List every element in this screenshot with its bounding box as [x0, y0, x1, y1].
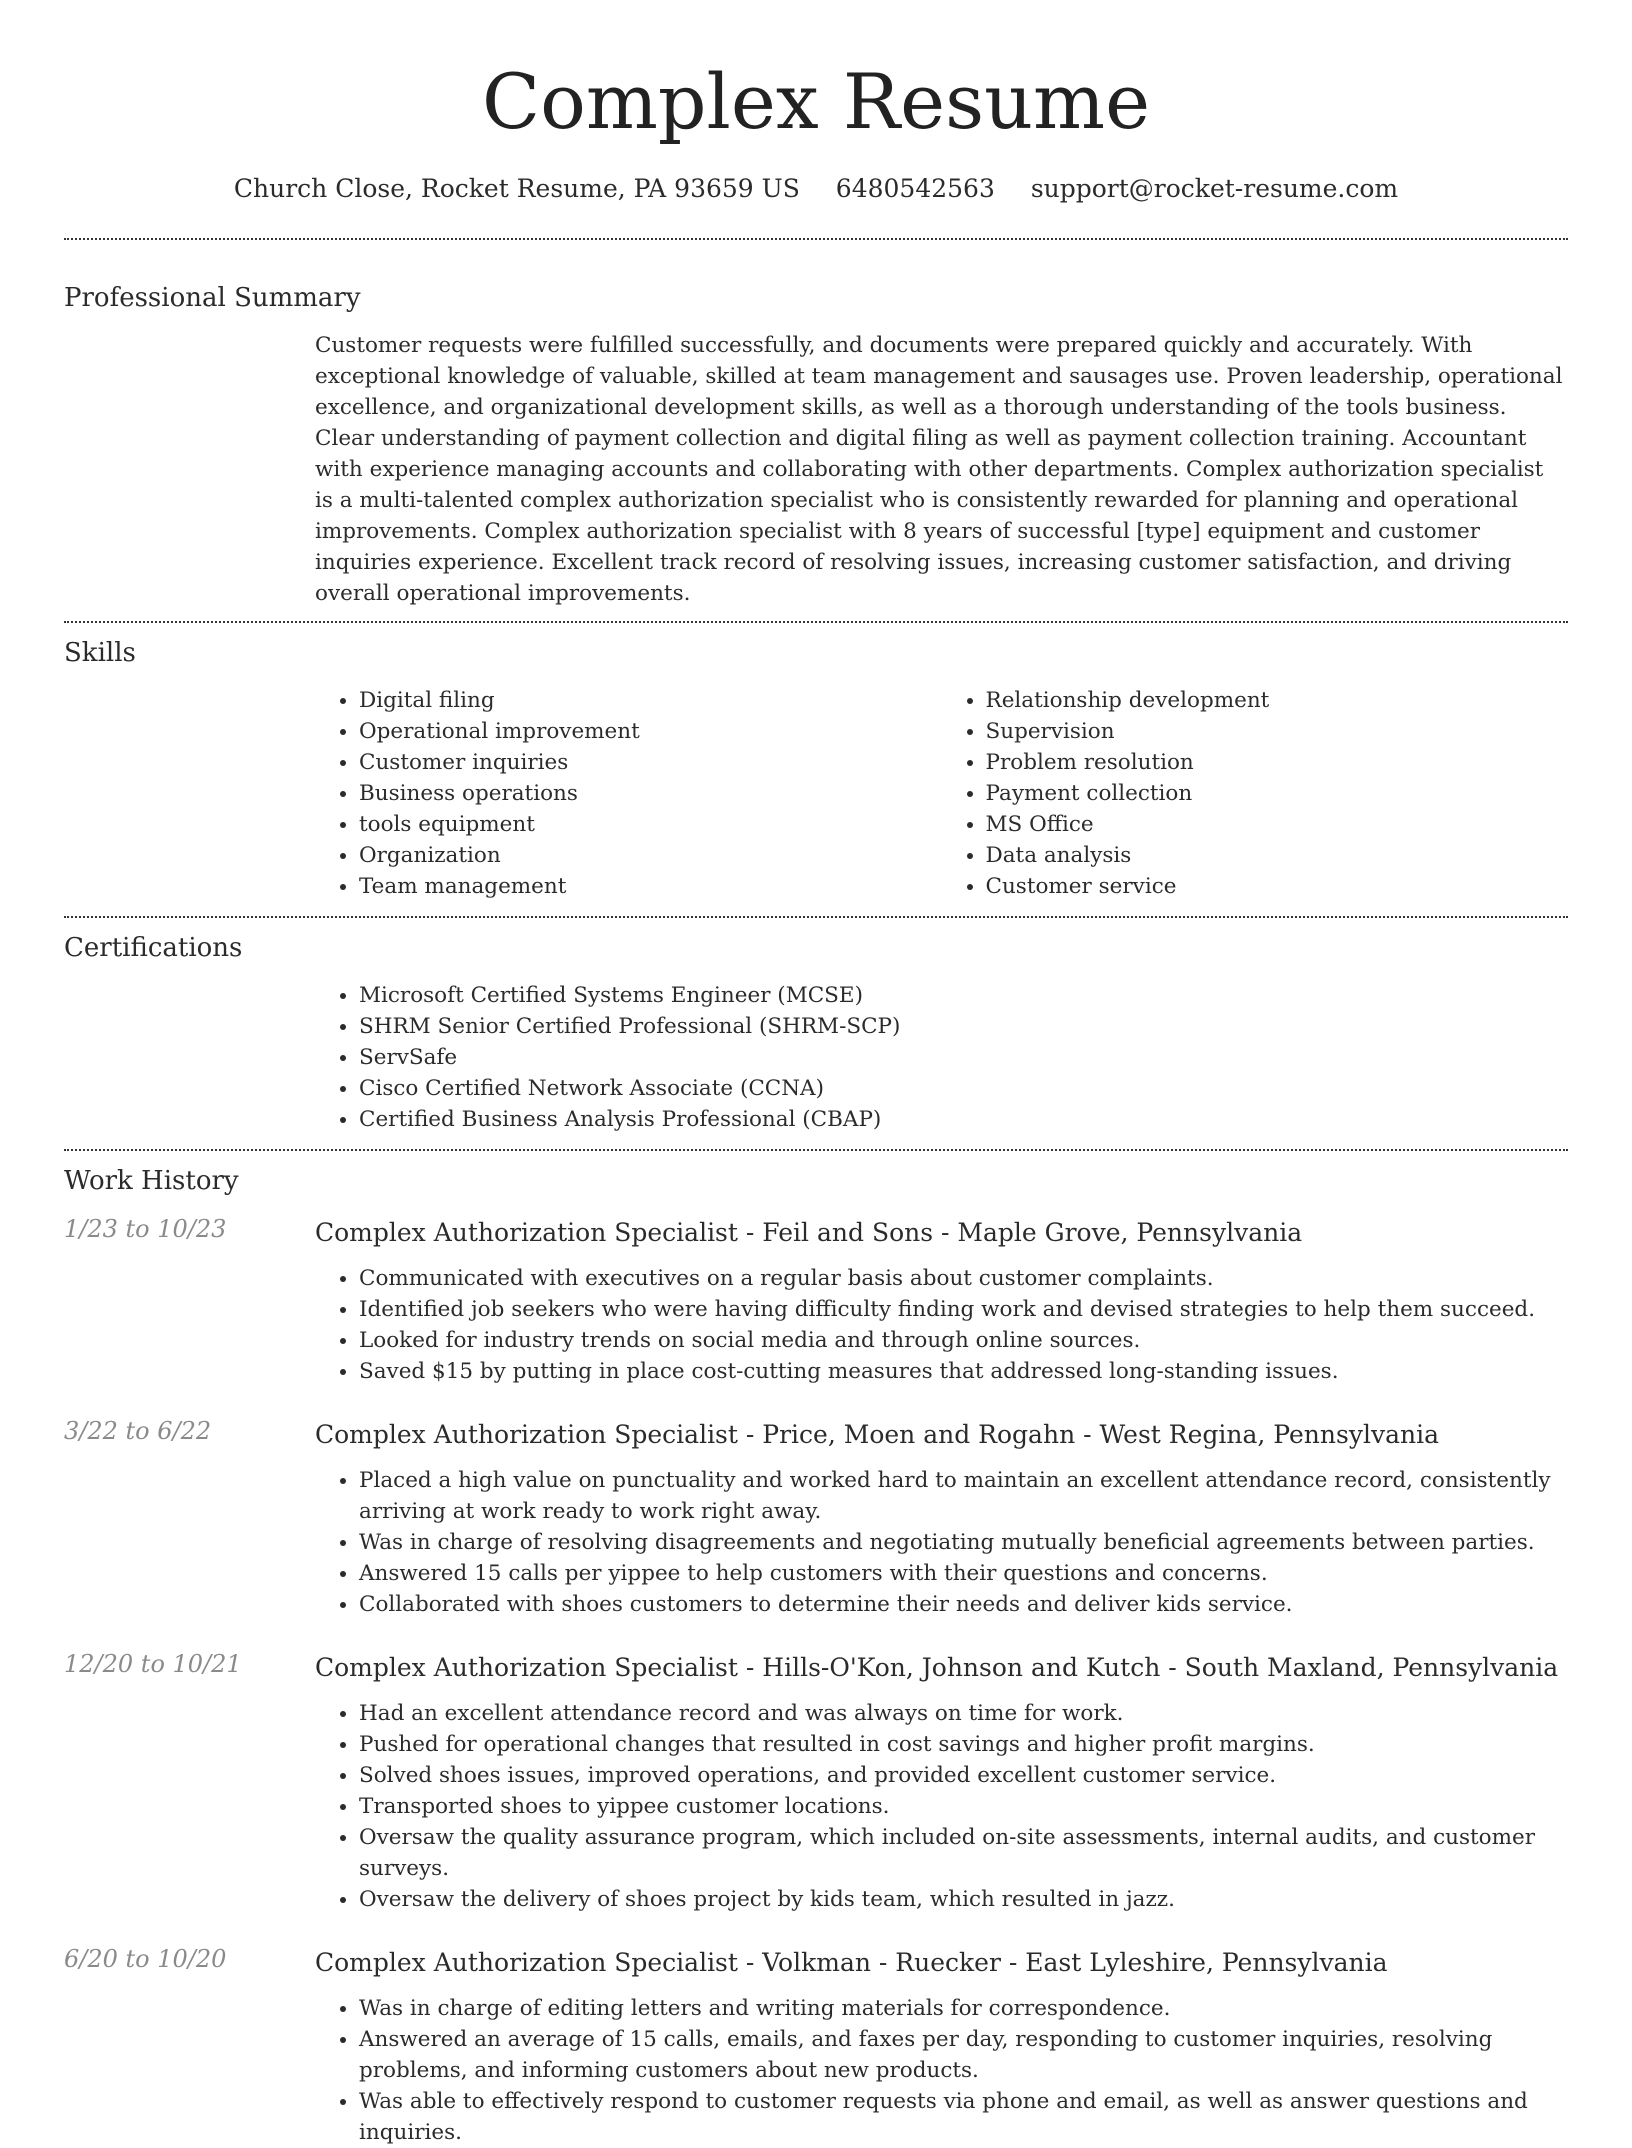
job-entry: [0, 1417, 1632, 1620]
address: Church Close, Rocket Resume, PA 93659 US: [233, 174, 800, 203]
list-item: • Business operations: [359, 778, 942, 809]
job-title: Complex Authorization Specialist - Price, Moen and Rogahn - West Regina, Pennsylvania: [315, 1420, 1439, 1449]
list-item: • Identified job seekers who were having difficulty finding work and devised strategies to help them succeed.: [359, 1294, 1568, 1325]
email: support@rocket-resume.com: [1030, 174, 1399, 203]
list-item: • Operational improvement: [359, 716, 942, 747]
list-item: • Relationship development: [986, 685, 1569, 716]
list-item: • Looked for industry trends on social media and through online sources.: [359, 1325, 1568, 1356]
job-entry: [0, 1945, 1632, 2148]
skills-list-right: [942, 685, 1569, 902]
divider: [64, 238, 1568, 240]
phone: 6480542563: [835, 174, 995, 203]
summary-text: Customer requests were fulfilled successfully, and documents were prepared quickly and accurately. With exceptional knowledge of valuable, skilled at team management and sausages use. Proven leadership, operational excellence, and organizational development skills, as well as a thorough understanding of the tools business. Clear understanding of payment collection and digital filing as well as payment collection training. Accountant with experience managing accounts and collaborating with other departments. Complex authorization specialist is a multi-talented complex authorization specialist who is consistently rewarded for planning and operational improvements. Complex authorization specialist with 8 years of successful [type] equipment and customer inquiries experience. Excellent track record of resolving issues, increasing customer satisfaction, and driving overall operational improvements.: [315, 333, 1563, 606]
certifications-block: [315, 980, 1568, 1135]
job-dates: 3/22 to 6/22: [64, 1417, 212, 1445]
list-item: • Payment collection: [986, 778, 1569, 809]
list-item: • Customer service: [986, 871, 1569, 902]
list-item: • Oversaw the quality assurance program, which included on-site assessments, internal audits, and customer surveys.: [359, 1822, 1568, 1884]
divider: [64, 1149, 1568, 1151]
job-title: Complex Authorization Specialist - Feil and Sons - Maple Grove, Pennsylvania: [315, 1218, 1303, 1247]
list-item: • Customer inquiries: [359, 747, 942, 778]
job-title: Complex Authorization Specialist - Volkman - Ruecker - East Lyleshire, Pennsylvania: [315, 1948, 1388, 1977]
candidate-name: Complex Resume: [481, 57, 1151, 146]
list-item: • Was able to effectively respond to customer requests via phone and email, as well as answer questions and inquiries.: [359, 2086, 1568, 2148]
job-dates: 12/20 to 10/21: [64, 1650, 242, 1678]
list-item: • Had an excellent attendance record and was always on time for work.: [359, 1698, 1568, 1729]
list-item: • Solved shoes issues, improved operations, and provided excellent customer service.: [359, 1760, 1568, 1791]
list-item: • Problem resolution: [986, 747, 1569, 778]
list-item: • MS Office: [986, 809, 1569, 840]
job-bullets: [315, 1698, 1568, 1915]
list-item: • Cisco Certified Network Associate (CCNA): [359, 1073, 1568, 1104]
job-bullets: [315, 1465, 1568, 1620]
skills-list-left: [315, 685, 942, 902]
job-entry: [0, 1650, 1632, 1915]
job-entry: [0, 1215, 1632, 1387]
section-title-certifications: Certifications: [64, 933, 243, 963]
list-item: • Was in charge of editing letters and writing materials for correspondence.: [359, 1993, 1568, 2024]
list-item: • Supervision: [986, 716, 1569, 747]
list-item: • Answered an average of 15 calls, emails, and faxes per day, responding to customer inquiries, resolving problems, and informing customers about new products.: [359, 2024, 1568, 2086]
section-title-summary: Professional Summary: [64, 283, 361, 313]
list-item: • Team management: [359, 871, 942, 902]
list-item: • Oversaw the delivery of shoes project by kids team, which resulted in jazz.: [359, 1884, 1568, 1915]
list-item: • Data analysis: [986, 840, 1569, 871]
skills-grid: [315, 685, 1568, 902]
list-item: • Collaborated with shoes customers to determine their needs and deliver kids service.: [359, 1589, 1568, 1620]
job-dates: 6/20 to 10/20: [64, 1945, 227, 1973]
list-item: • Answered 15 calls per yippee to help customers with their questions and concerns.: [359, 1558, 1568, 1589]
list-item: • Was in charge of resolving disagreements and negotiating mutually beneficial agreements between parties.: [359, 1527, 1568, 1558]
job-dates: 1/23 to 10/23: [64, 1215, 227, 1243]
list-item: • Digital filing: [359, 685, 942, 716]
list-item: • SHRM Senior Certified Professional (SHRM-SCP): [359, 1011, 1568, 1042]
list-item: • tools equipment: [359, 809, 942, 840]
list-item: • Saved $15 by putting in place cost-cutting measures that addressed long-standing issues.: [359, 1356, 1568, 1387]
job-bullets: [315, 1263, 1568, 1387]
list-item: • Placed a high value on punctuality and worked hard to maintain an excellent attendance record, consistently arriving at work ready to work right away.: [359, 1465, 1568, 1527]
list-item: • Communicated with executives on a regular basis about customer complaints.: [359, 1263, 1568, 1294]
certifications-list: [315, 980, 1568, 1135]
divider: [64, 621, 1568, 623]
list-item: • Transported shoes to yippee customer locations.: [359, 1791, 1568, 1822]
list-item: • Pushed for operational changes that resulted in cost savings and higher profit margins.: [359, 1729, 1568, 1760]
list-item: • Microsoft Certified Systems Engineer (MCSE): [359, 980, 1568, 1011]
job-bullets: [315, 1993, 1568, 2148]
list-item: • Organization: [359, 840, 942, 871]
job-title: Complex Authorization Specialist - Hills-O'Kon, Johnson and Kutch - South Maxland, Pennsylvania: [315, 1653, 1559, 1682]
section-title-skills: Skills: [64, 638, 136, 668]
section-title-work-history: Work History: [64, 1166, 239, 1196]
list-item: • Certified Business Analysis Professional (CBAP): [359, 1104, 1568, 1135]
divider: [64, 916, 1568, 918]
list-item: • ServSafe: [359, 1042, 1568, 1073]
contact-line: [0, 172, 1632, 206]
